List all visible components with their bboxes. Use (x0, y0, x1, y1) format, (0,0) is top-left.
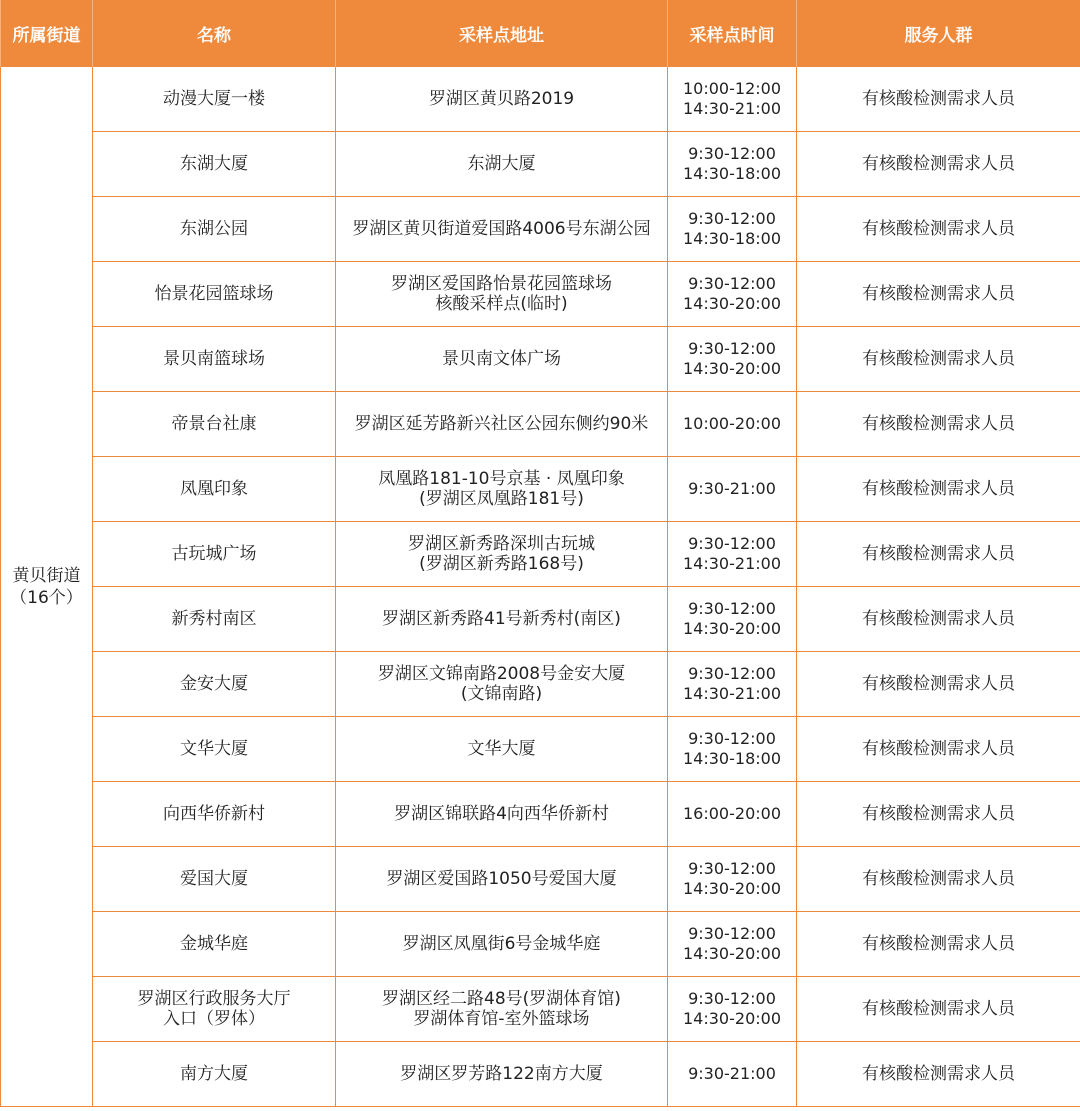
address-cell (336, 587, 668, 652)
table-row (1, 132, 1080, 197)
time-cell (668, 652, 797, 717)
time-line: 9:30-12:00 (688, 664, 776, 683)
address-cell (336, 457, 668, 522)
table-row (1, 67, 1080, 132)
address-cell (336, 392, 668, 457)
site-name: 怡景花园篮球场 (154, 284, 274, 304)
time-cell (668, 392, 797, 457)
service-cell: 有核酸检测需求人员 (797, 522, 1080, 587)
address-cell (336, 132, 668, 197)
address-line: (罗湖区新秀路168号) (419, 554, 584, 574)
time-line: 9:30-21:00 (688, 1064, 776, 1083)
address-line: 罗湖区黄贝路2019 (428, 89, 575, 109)
address-cell (336, 912, 668, 977)
name-cell (93, 392, 336, 457)
time-cell (668, 717, 797, 782)
street-name: 黄贝街道 (12, 565, 81, 586)
address-line: 罗湖区锦联路4向西华侨新村 (394, 804, 609, 824)
name-cell (93, 847, 336, 912)
service-cell: 有核酸检测需求人员 (797, 912, 1080, 977)
name-cell (93, 912, 336, 977)
site-name: 文华大厦 (180, 739, 248, 759)
time-line: 9:30-12:00 (688, 599, 776, 618)
time-line: 9:30-12:00 (688, 209, 776, 228)
time-line: 9:30-12:00 (688, 859, 776, 878)
header-name: 名称 (93, 0, 336, 67)
address-cell (336, 1042, 668, 1107)
table-row (1, 587, 1080, 652)
time-line: 14:30-20:00 (683, 359, 781, 378)
site-name: 东湖大厦 (180, 154, 248, 174)
address-cell (336, 847, 668, 912)
time-cell (668, 977, 797, 1042)
address-line: 罗湖体育馆-室外篮球场 (413, 1009, 590, 1029)
header-time: 采样点时间 (668, 0, 797, 67)
name-cell (93, 132, 336, 197)
time-cell (668, 457, 797, 522)
service-cell: 有核酸检测需求人员 (797, 132, 1080, 197)
address-line: 凤凰路181-10号京基 · 凤凰印象 (378, 469, 625, 489)
time-line: 9:30-21:00 (688, 479, 776, 498)
header-street: 所属街道 (1, 0, 93, 67)
table-row (1, 197, 1080, 262)
name-cell (93, 457, 336, 522)
service-cell: 有核酸检测需求人员 (797, 847, 1080, 912)
site-name: 金安大厦 (180, 674, 248, 694)
service-cell: 有核酸检测需求人员 (797, 652, 1080, 717)
address-cell (336, 67, 668, 132)
site-name: 入口（罗体） (163, 1009, 265, 1029)
name-cell (93, 262, 336, 327)
time-cell (668, 847, 797, 912)
site-name: 动漫大厦一楼 (163, 89, 265, 109)
time-cell (668, 522, 797, 587)
time-line: 16:00-20:00 (683, 804, 781, 823)
site-name: 罗湖区行政服务大厅 (137, 989, 291, 1009)
address-cell (336, 327, 668, 392)
header-service: 服务人群 (797, 0, 1080, 67)
time-line: 10:00-12:00 (683, 79, 781, 98)
address-line: 罗湖区延芳路新兴社区公园东侧约90米 (354, 414, 649, 434)
service-cell: 有核酸检测需求人员 (797, 587, 1080, 652)
name-cell (93, 1042, 336, 1107)
time-line: 9:30-12:00 (688, 729, 776, 748)
address-line: 罗湖区凤凰街6号金城华庭 (402, 934, 601, 954)
time-line: 14:30-18:00 (683, 749, 781, 768)
address-cell (336, 197, 668, 262)
time-line: 9:30-12:00 (688, 144, 776, 163)
site-name: 南方大厦 (180, 1064, 248, 1084)
site-name: 爱国大厦 (180, 869, 248, 889)
table-row (1, 327, 1080, 392)
service-cell: 有核酸检测需求人员 (797, 327, 1080, 392)
address-cell (336, 717, 668, 782)
site-name: 凤凰印象 (180, 479, 248, 499)
address-line: 罗湖区爱国路怡景花园篮球场 (391, 274, 612, 294)
time-line: 14:30-21:00 (683, 99, 781, 118)
table-row (1, 912, 1080, 977)
table-row (1, 717, 1080, 782)
time-line: 9:30-12:00 (688, 989, 776, 1008)
street-cell (1, 67, 93, 1107)
address-cell (336, 652, 668, 717)
address-line: 罗湖区新秀路深圳古玩城 (408, 534, 595, 554)
service-cell: 有核酸检测需求人员 (797, 197, 1080, 262)
service-cell: 有核酸检测需求人员 (797, 1042, 1080, 1107)
time-cell (668, 1042, 797, 1107)
time-cell (668, 262, 797, 327)
time-line: 9:30-12:00 (688, 339, 776, 358)
table-row (1, 522, 1080, 587)
address-line: 核酸采样点(临时) (435, 294, 568, 314)
name-cell (93, 717, 336, 782)
time-line: 14:30-20:00 (683, 619, 781, 638)
header-address: 采样点地址 (336, 0, 668, 67)
service-cell: 有核酸检测需求人员 (797, 717, 1080, 782)
site-name: 向西华侨新村 (163, 804, 265, 824)
address-line: 文华大厦 (467, 739, 536, 759)
site-name: 古玩城广场 (171, 544, 257, 564)
time-line: 9:30-12:00 (688, 924, 776, 943)
name-cell (93, 652, 336, 717)
site-name: 景贝南篮球场 (163, 349, 265, 369)
time-cell (668, 327, 797, 392)
time-line: 9:30-12:00 (688, 274, 776, 293)
service-cell: 有核酸检测需求人员 (797, 782, 1080, 847)
address-line: 罗湖区新秀路41号新秀村(南区) (382, 609, 621, 629)
time-line: 14:30-18:00 (683, 229, 781, 248)
name-cell (93, 977, 336, 1042)
time-line: 14:30-20:00 (683, 944, 781, 963)
address-line: 东湖大厦 (467, 154, 536, 174)
time-line: 14:30-21:00 (683, 684, 781, 703)
name-cell (93, 197, 336, 262)
address-cell (336, 782, 668, 847)
table-row (1, 782, 1080, 847)
name-cell (93, 327, 336, 392)
site-name: 东湖公园 (180, 219, 248, 239)
name-cell (93, 782, 336, 847)
time-cell (668, 587, 797, 652)
time-cell (668, 782, 797, 847)
time-line: 10:00-20:00 (683, 414, 781, 433)
table-row (1, 392, 1080, 457)
address-line: 罗湖区文锦南路2008号金安大厦 (377, 664, 626, 684)
table-row (1, 1042, 1080, 1107)
name-cell (93, 67, 336, 132)
time-cell (668, 67, 797, 132)
service-cell: 有核酸检测需求人员 (797, 262, 1080, 327)
table-row (1, 977, 1080, 1042)
address-line: 罗湖区黄贝街道爱国路4006号东湖公园 (352, 219, 651, 239)
time-cell (668, 912, 797, 977)
time-line: 14:30-18:00 (683, 164, 781, 183)
site-name: 金城华庭 (180, 934, 248, 954)
address-line: 罗湖区爱国路1050号爱国大厦 (386, 869, 617, 889)
table-row (1, 262, 1080, 327)
time-line: 9:30-12:00 (688, 534, 776, 553)
street-count: （16个） (10, 587, 83, 608)
service-cell: 有核酸检测需求人员 (797, 67, 1080, 132)
address-cell (336, 977, 668, 1042)
address-line: 景贝南文体广场 (442, 349, 561, 369)
address-cell (336, 262, 668, 327)
time-line: 14:30-20:00 (683, 1009, 781, 1028)
table-row (1, 847, 1080, 912)
time-line: 14:30-20:00 (683, 879, 781, 898)
address-line: (罗湖区凤凰路181号) (419, 489, 584, 509)
time-cell (668, 197, 797, 262)
site-name: 帝景台社康 (171, 414, 257, 434)
time-cell (668, 132, 797, 197)
name-cell (93, 522, 336, 587)
service-cell: 有核酸检测需求人员 (797, 457, 1080, 522)
time-line: 14:30-20:00 (683, 294, 781, 313)
address-line: (文锦南路) (460, 684, 543, 704)
address-line: 罗湖区罗芳路122南方大厦 (400, 1064, 603, 1084)
service-cell: 有核酸检测需求人员 (797, 392, 1080, 457)
address-line: 罗湖区经二路48号(罗湖体育馆) (382, 989, 621, 1009)
time-line: 14:30-21:00 (683, 554, 781, 573)
table-row (1, 457, 1080, 522)
name-cell (93, 587, 336, 652)
address-cell (336, 522, 668, 587)
table-header-row (1, 0, 1080, 67)
service-cell: 有核酸检测需求人员 (797, 977, 1080, 1042)
table-body (1, 67, 1080, 1107)
site-name: 新秀村南区 (171, 609, 257, 629)
table-row (1, 652, 1080, 717)
